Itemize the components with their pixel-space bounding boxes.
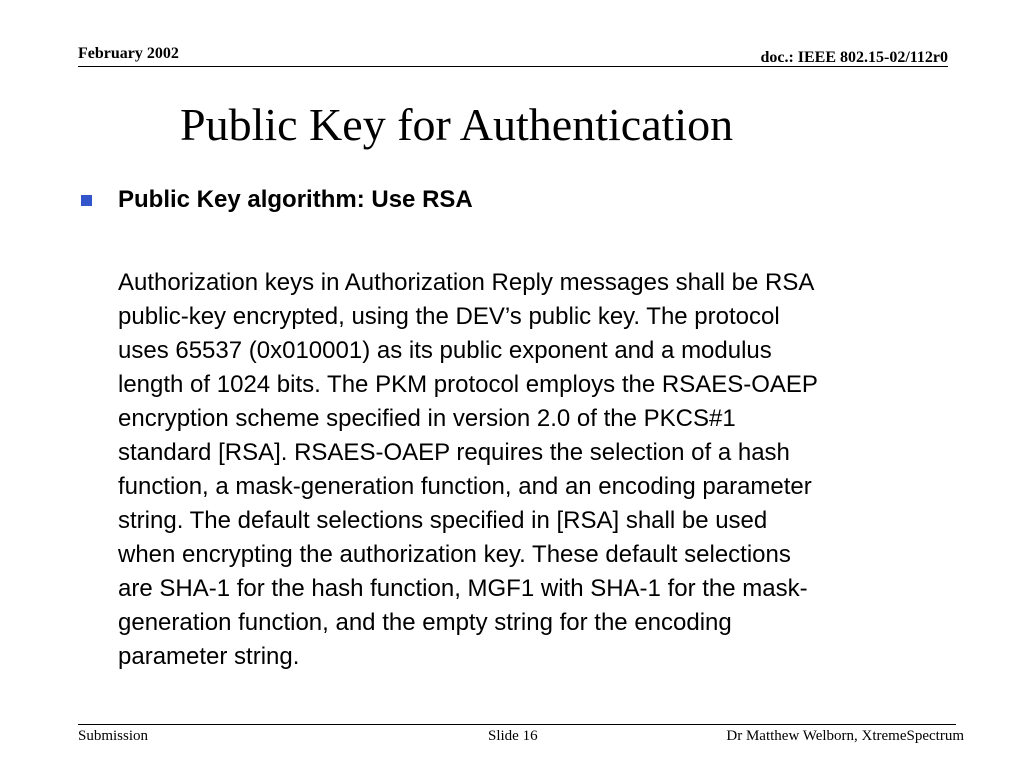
header-doc-id: doc.: IEEE 802.15-02/112r0 bbox=[760, 49, 948, 66]
body-line: string. The default selections specified in [RSA] shall be used bbox=[118, 507, 768, 534]
header-date: February 2002 bbox=[78, 45, 179, 62]
footer-rule bbox=[78, 724, 956, 725]
header-rule bbox=[78, 66, 948, 67]
body-line: function, a mask-generation function, and an encoding parameter bbox=[118, 473, 812, 500]
slide-title: Public Key for Authentication bbox=[180, 99, 734, 150]
body-line: length of 1024 bits. The PKM protocol employs the RSAES-OAEP bbox=[118, 371, 818, 398]
body-line: are SHA-1 for the hash function, MGF1 with SHA-1 for the mask- bbox=[118, 575, 808, 602]
body-line: uses 65537 (0x010001) as its public exponent and a modulus bbox=[118, 337, 772, 364]
footer-author: Dr Matthew Welborn, XtremeSpectrum bbox=[726, 728, 964, 744]
body-line: when encrypting the authorization key. These default selections bbox=[118, 541, 791, 568]
footer-submission: Submission bbox=[78, 728, 149, 744]
body-line: standard [RSA]. RSAES-OAEP requires the selection of a hash bbox=[118, 439, 790, 466]
bullet-square-icon bbox=[81, 195, 92, 206]
body-line: public-key encrypted, using the DEV’s public key. The protocol bbox=[118, 303, 780, 330]
body-line: encryption scheme specified in version 2.0 of the PKCS#1 bbox=[118, 405, 736, 432]
body-line: Authorization keys in Authorization Reply messages shall be RSA bbox=[118, 269, 815, 296]
body-line: parameter string. bbox=[118, 643, 300, 670]
body-line: generation function, and the empty string for the encoding bbox=[118, 609, 732, 636]
body-paragraph bbox=[118, 266, 958, 674]
footer-slide-number: Slide 16 bbox=[488, 728, 538, 744]
bullet-text: Public Key algorithm: Use RSA bbox=[118, 186, 473, 213]
